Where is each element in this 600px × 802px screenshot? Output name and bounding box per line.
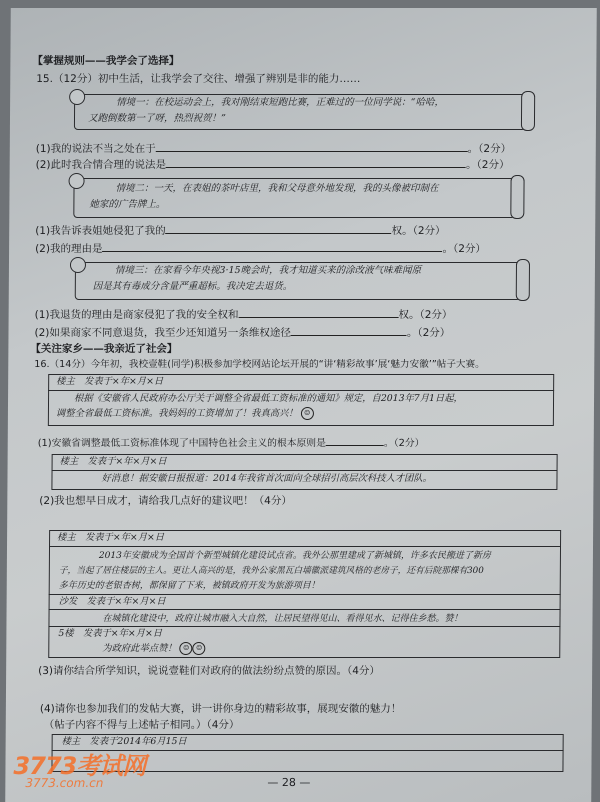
reply-1-header: 沙发 发表于×年×月×日 — [58, 596, 166, 607]
exam-page — [5, 8, 597, 802]
scenario-2-text: 情境二：一天，在表姐的茶叶店里，我和父母意外地发现，我的头像被印制在 — [115, 183, 439, 194]
reply-2-header: 5楼 发表于×年×月×日 — [58, 628, 163, 639]
post-1-text-2: 调整全省最低工资标准。我妈妈的工资增加了！我真高兴！ ☺ — [56, 407, 314, 421]
smiley-icon: ☺ — [301, 407, 314, 420]
scenario-1-text-2: 又跑倒数第一了呀，热烈祝贺！” — [87, 113, 226, 124]
reply-2-text: 为政府此举点赞！ ☺ ☺ — [102, 642, 205, 656]
page-number: — 28 — — [267, 776, 311, 789]
watermark-url: 3773.com.cn — [25, 776, 104, 790]
answer-blank[interactable] — [156, 140, 468, 152]
q15-2-prompt: (2)此时我合情合理的说法是 。（2分） — [36, 156, 510, 172]
answer-blank[interactable] — [102, 240, 442, 252]
post-1-header: 楼主 发表于×年×月×日 — [56, 376, 164, 387]
scenario-3-text: 情境三：在家看今年央视3·15晚会时，我才知道买来的涂改液气味难闻原 — [114, 265, 422, 276]
answer-blank[interactable] — [238, 306, 398, 318]
q15-3-prompt: (1)我告诉表姐她侵犯了我的 权。（2分） — [35, 222, 445, 238]
q16-4-prompt: (4)请你也参加我们的发帖大赛，讲一讲你身边的精彩故事，展现安徽的魅力！ — [39, 703, 402, 715]
reply-1-text: 在城镇化建设中，政府让城市融入大自然，让居民望得见山、看得见水、记得住乡愁。赞！ — [102, 614, 463, 624]
q16-4-note: （帖子内容不得与上述帖子相同。）（4分） — [43, 719, 240, 731]
post-4-header: 楼主 发表于2014年6月15日 — [61, 736, 187, 747]
scenario-3-text-2: 因是其有毒成分含量严重超标。我决定去退货。 — [92, 281, 293, 292]
q16-stem: 16.（14分）今年初，我校壹鞋(同学)积极参加学校网站论坛开展的“讲‘精彩故事’展‘魅力安徽’”帖子大赛。 — [34, 359, 485, 370]
q16-1-prompt: (1)安徽省调整最低工资标准体现了中国特色社会主义的根本原则是 。（2分） — [38, 434, 425, 451]
smiley-icon: ☺ — [193, 642, 206, 655]
post-3-header: 楼主 发表于×年×月×日 — [57, 532, 165, 543]
smiley-icon: ☺ — [180, 642, 193, 655]
post-3-text-3: 多年历史的老银杏树，都保留了下来，被镇政府开发为旅游项目！ — [58, 581, 320, 591]
q15-6-prompt: (2)如果商家不同意退货，我至少还知道另一条维权途径 。（2分） — [34, 324, 450, 340]
watermark-logo: 3773考试网 — [13, 752, 146, 780]
post-2-text: 好消息！据安徽日报报道：2014年我省首次面向全球招引高层次科技人才团队。 — [101, 473, 432, 484]
post-3-text: 2013年安徽成为全国首个新型城镇化建设试点省。我外公那里建成了新城镇，许多农民搬进了新房 — [98, 551, 491, 561]
q15-1-prompt: (1)我的说法不当之处在于 。（2分） — [36, 140, 511, 156]
answer-blank[interactable] — [291, 324, 407, 336]
post-divider — [49, 609, 561, 610]
post-divider — [48, 390, 554, 391]
section-title-1: 【掌握规则——我学会了选择】 — [32, 55, 180, 67]
post-2-header: 楼主 发表于×年×月×日 — [59, 456, 167, 467]
post-3-text-2: 子，当起了居住楼层的主人。更让人高兴的是，我外公家黑瓦白墙徽派建筑风格的老房子，还有后院那棵有300 — [58, 566, 484, 576]
scenario-1-text: 情境一：在校运动会上，我对刚结束短跑比赛，正难过的一位同学说：“哈哈， — [116, 97, 445, 108]
post-1-text: 根据《安徽省人民政府办公厅关于调整全省最低工资标准的通知》规定，自2013年7月1日起， — [74, 393, 463, 404]
answer-blank[interactable] — [166, 156, 466, 168]
post-divider — [52, 470, 558, 471]
scenario-2-text-2: 她家的广告牌上。 — [89, 199, 166, 210]
answer-blank[interactable] — [326, 434, 384, 446]
q15-5-prompt: (1)我退货的理由是商家侵犯了我的安全权和 权。（2分） — [35, 306, 453, 322]
q16-3-prompt: (3)请你结合所学知识，说说壹鞋们对政府的做法纷纷点赞的原因。（4分） — [38, 665, 380, 677]
post-divider — [49, 546, 561, 547]
q15-stem: 15.（12分）初中生活，让我学会了交往、增强了辨别是非的能力…… — [36, 73, 361, 85]
q16-2-prompt: (2)我也想早日成才，请给我几点好的建议吧！（4分） — [39, 495, 292, 507]
section-title-2: 【关注家乡——我亲近了社会】 — [30, 343, 178, 355]
q15-4-prompt: (2)我的理由是 。（2分） — [35, 240, 486, 256]
answer-blank[interactable] — [166, 222, 392, 234]
